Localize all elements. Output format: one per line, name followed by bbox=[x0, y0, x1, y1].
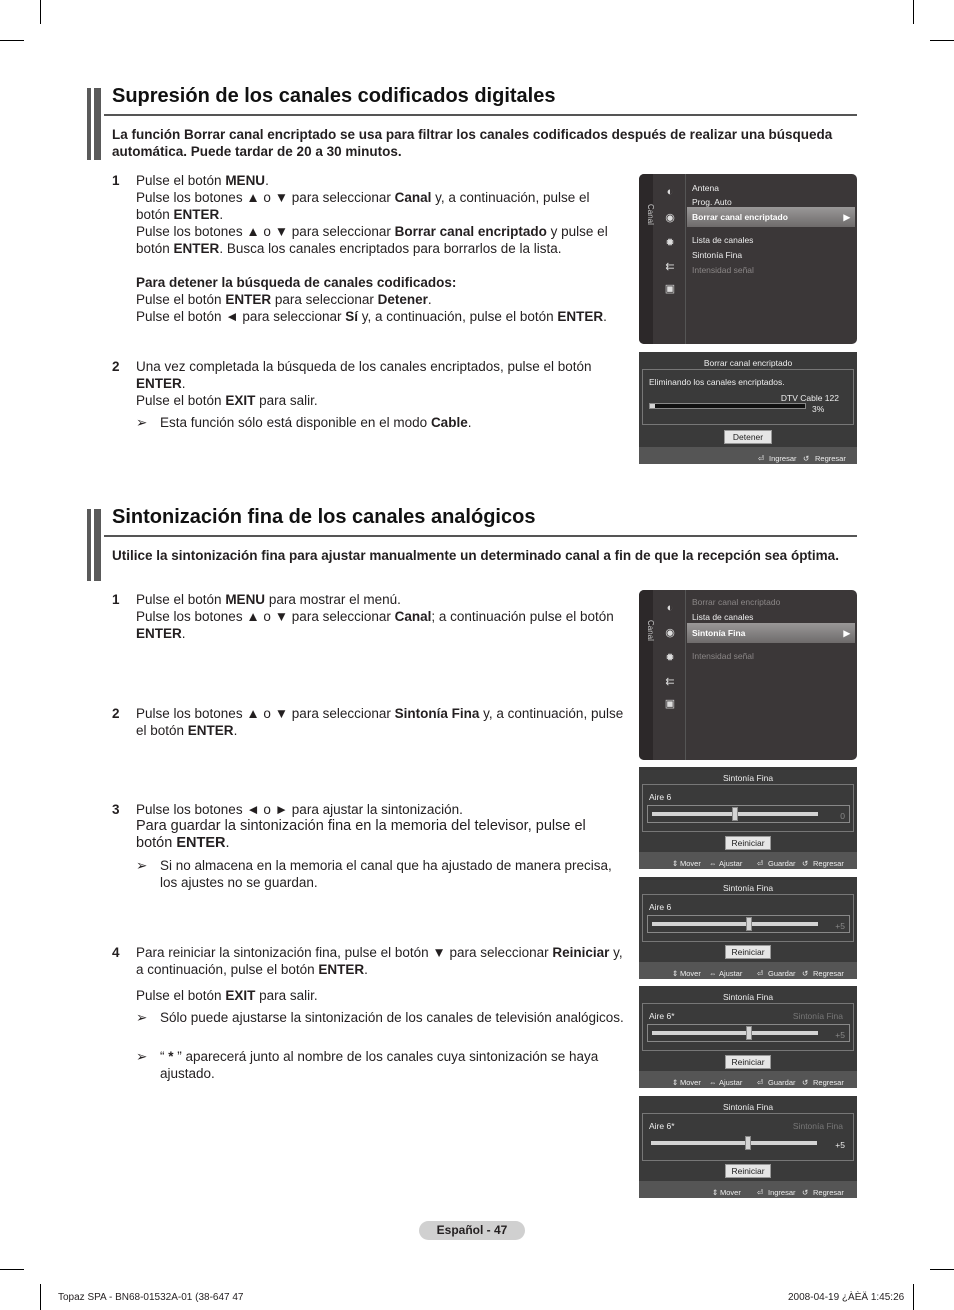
menu-sidebar bbox=[639, 174, 653, 344]
dialog-title: Sintonía Fina bbox=[722, 883, 774, 893]
move-icon: ⇕ bbox=[672, 969, 679, 978]
step-number: 1 bbox=[112, 592, 120, 607]
note: ➢ Esta función sólo está disponible en el modo Cable. bbox=[136, 415, 472, 430]
note: ➢ Si no almacena en la memoria el canal que ha ajustado de manera precisa, los ajustes no se guardan. bbox=[136, 858, 612, 890]
move-icon: ⇕ bbox=[712, 1188, 719, 1197]
dialog-footer bbox=[639, 1071, 857, 1088]
footer-enter: Ingresar bbox=[768, 1188, 796, 1197]
step-number: 3 bbox=[112, 802, 120, 817]
step4-text: Para reiniciar la sintonización fina, pulse el botón ▼ para seleccionar Reiniciar y, a continuación, pulse el botón ENTER. bbox=[136, 945, 623, 977]
crop-mark bbox=[0, 1269, 24, 1270]
section-bar bbox=[87, 509, 101, 581]
menu-item: Borrar canal encriptado bbox=[692, 597, 781, 607]
setup-icon: ✹ bbox=[665, 652, 675, 664]
crop-mark bbox=[930, 40, 954, 41]
enter-icon: ⏎ bbox=[757, 1078, 764, 1087]
menu-item-label: Borrar canal encriptado bbox=[692, 212, 788, 222]
channel-name: Aire 6 bbox=[649, 792, 672, 802]
enter-icon: ⏎ bbox=[757, 1188, 764, 1197]
footer-adjust: Ajustar bbox=[719, 1078, 743, 1087]
slider-handle[interactable] bbox=[732, 807, 738, 821]
adjust-icon: ⇔ bbox=[709, 1078, 717, 1087]
channel-name: Aire 6 bbox=[649, 902, 672, 912]
enter-icon: ⏎ bbox=[757, 859, 764, 868]
tv-menu-screenshot bbox=[639, 174, 857, 344]
footer-return: Regresar bbox=[813, 1188, 844, 1197]
section-bar bbox=[87, 88, 101, 160]
application-icon: ▣ bbox=[664, 698, 676, 710]
crop-mark bbox=[40, 0, 41, 24]
move-icon: ⇕ bbox=[672, 1078, 679, 1087]
footer-adjust: Ajustar bbox=[719, 969, 743, 978]
picture-icon: ◐ bbox=[666, 602, 674, 614]
section2-title: Sintonización fina de los canales analógicos bbox=[112, 506, 536, 528]
crop-mark bbox=[913, 0, 914, 24]
scan-dialog bbox=[639, 352, 857, 464]
crop-mark bbox=[913, 1284, 914, 1310]
exit-text: Pulse el botón EXIT para salir. bbox=[136, 988, 318, 1003]
dialog-footer bbox=[639, 1181, 857, 1198]
footer-adjust: Ajustar bbox=[719, 859, 743, 868]
crop-mark bbox=[930, 1269, 954, 1270]
slider-value: +5 bbox=[835, 1140, 845, 1150]
note: ➢ Sólo puede ajustarse la sintonización de los canales de televisión analógicos. bbox=[136, 1010, 624, 1025]
progress-track bbox=[649, 403, 806, 409]
progress-fill bbox=[650, 404, 655, 408]
menu-side-label: Canal bbox=[646, 204, 655, 225]
slider-track bbox=[651, 1141, 817, 1145]
slider-box bbox=[647, 915, 850, 933]
step1-text: Pulse el botón MENU para mostrar el menú. Pulse los botones ▲ o ▼ para seleccionar Canal; a continuación pulse el botón ENTER. bbox=[136, 592, 614, 641]
step-number: 4 bbox=[112, 945, 120, 960]
menu-side-label: Canal bbox=[646, 620, 655, 641]
dialog-tag: Sintonía Fina bbox=[792, 1011, 843, 1021]
slider-handle[interactable] bbox=[746, 917, 752, 931]
input-icon: ⇇ bbox=[665, 676, 675, 688]
arrow-icon: ➢ bbox=[136, 415, 148, 430]
reset-button[interactable]: Reiniciar bbox=[725, 1055, 771, 1069]
reset-button[interactable]: Reiniciar bbox=[725, 1164, 771, 1178]
slider-value: +5 bbox=[835, 1030, 845, 1040]
slider-handle[interactable] bbox=[745, 1136, 751, 1150]
stop-button[interactable]: Detener bbox=[724, 430, 772, 444]
fine-tune-dialog bbox=[639, 986, 857, 1088]
fine-tune-dialog bbox=[639, 1096, 857, 1198]
dialog-footer bbox=[639, 962, 857, 979]
menu-icon-column bbox=[653, 174, 686, 344]
footer-move: Mover bbox=[720, 1188, 741, 1197]
slider-track bbox=[652, 922, 818, 926]
footer-save: Guardar bbox=[768, 1078, 796, 1087]
dialog-footer bbox=[639, 852, 857, 869]
page-number-badge: Español - 47 bbox=[419, 1221, 525, 1240]
slider-box bbox=[647, 1024, 850, 1042]
menu-item-label: Sintonía Fina bbox=[692, 628, 746, 638]
dialog-title: Borrar canal encriptado bbox=[703, 358, 793, 368]
return-icon: ↺ bbox=[802, 1078, 809, 1087]
dialog-tag: Sintonía Fina bbox=[792, 1121, 843, 1131]
enter-icon: ⏎ bbox=[757, 969, 764, 978]
dialog-panel bbox=[642, 369, 854, 425]
menu-item[interactable]: Lista de canales bbox=[692, 612, 754, 622]
footer-save: Guardar bbox=[768, 969, 796, 978]
note: ➢ “ * ” aparecerá junto al nombre de los canales cuya sintonización se haya ajustado. bbox=[136, 1049, 599, 1081]
footer-move: Mover bbox=[680, 969, 701, 978]
section2-intro: Utilice la sintonización fina para ajustar manualmente un determinado canal a fin de que la recepción sea óptima. bbox=[112, 548, 839, 563]
step1-text: Pulse el botón MENU. Pulse los botones ▲ o ▼ para seleccionar Canal y, a continuación, pulse el botón ENTER. Pulse los botones ▲ o ▼ para seleccionar Borrar canal encriptado y pulse el botón ENTER. Busca los canales encriptados para borrarlos de la lista. Para detener la búsqueda de canales codificados: Pulse el botón ENTER para seleccionar Detener. Pulse el botón ◄ para seleccionar Sí y, a continuación, pulse el botón ENTER. bbox=[136, 173, 608, 324]
footer-move: Mover bbox=[680, 859, 701, 868]
fine-tune-dialog bbox=[639, 767, 857, 869]
menu-item[interactable]: Antena bbox=[692, 183, 719, 193]
step2-text: Pulse los botones ▲ o ▼ para seleccionar Sintonía Fina y, a continuación, pulse el botón ENTER. bbox=[136, 706, 624, 738]
return-icon: ↺ bbox=[802, 969, 809, 978]
return-icon: ↺ bbox=[802, 859, 809, 868]
menu-item[interactable]: Lista de canales bbox=[692, 235, 754, 245]
slider-box bbox=[647, 805, 850, 823]
picture-icon: ◐ bbox=[666, 186, 674, 198]
section-rule bbox=[104, 114, 857, 116]
slider-track bbox=[652, 1031, 818, 1035]
footer-save: Guardar bbox=[768, 859, 796, 868]
step-number: 2 bbox=[112, 706, 120, 721]
menu-item-selected[interactable] bbox=[687, 623, 855, 643]
adjust-icon: ⇔ bbox=[709, 859, 717, 868]
progress-percent: 3% bbox=[812, 404, 825, 414]
footer-return: Regresar bbox=[813, 859, 844, 868]
menu-item-selected[interactable] bbox=[687, 207, 855, 227]
arrow-icon: ➢ bbox=[136, 1010, 148, 1025]
dialog-message: Eliminando los canales encriptados. bbox=[649, 377, 785, 387]
section-rule bbox=[104, 535, 857, 537]
crop-mark bbox=[0, 40, 24, 41]
dialog-panel bbox=[642, 1003, 854, 1051]
crop-mark bbox=[40, 1284, 41, 1310]
arrow-icon: ➢ bbox=[136, 1049, 148, 1064]
step-number: 2 bbox=[112, 359, 120, 374]
move-icon: ⇕ bbox=[672, 859, 679, 868]
application-icon: ▣ bbox=[664, 283, 676, 295]
footer-enter: Ingresar bbox=[769, 454, 797, 463]
step3-text: Pulse los botones ◄ o ► para ajustar la sintonización. Para guardar la sintonización fina en la memoria del televisor, pulse el botón ENTER. bbox=[136, 802, 586, 851]
arrow-right-icon: ▶ bbox=[843, 628, 850, 638]
section1-title: Supresión de los canales codificados digitales bbox=[112, 85, 556, 107]
footer-move: Mover bbox=[680, 1078, 701, 1087]
menu-icon-column bbox=[653, 590, 686, 760]
footer-return: Regresar bbox=[813, 969, 844, 978]
dialog-panel bbox=[642, 784, 854, 832]
step2-text: Una vez completada la búsqueda de los canales encriptados, pulse el botón ENTER. Pulse el botón EXIT para salir. bbox=[136, 359, 592, 408]
dialog-panel bbox=[642, 1113, 854, 1161]
dialog-panel bbox=[642, 894, 854, 942]
step-number: 1 bbox=[112, 173, 120, 188]
adjust-icon: ⇔ bbox=[709, 969, 717, 978]
dialog-title: Sintonía Fina bbox=[722, 992, 774, 1002]
enter-icon: ⏎ bbox=[758, 454, 765, 463]
setup-icon: ✹ bbox=[665, 237, 675, 249]
fine-tune-dialog bbox=[639, 877, 857, 979]
slider-handle[interactable] bbox=[746, 1026, 752, 1040]
channel-name: Aire 6* bbox=[649, 1011, 675, 1021]
menu-sidebar bbox=[639, 590, 653, 760]
reset-button[interactable]: Reiniciar bbox=[725, 836, 771, 850]
menu-item[interactable]: Prog. Auto bbox=[692, 197, 732, 207]
sound-icon: ◉ bbox=[665, 212, 675, 224]
tv-menu-screenshot bbox=[639, 590, 857, 760]
footer-right: 2008-04-19 ¿ÀÈÄ 1:45:26 bbox=[788, 1292, 905, 1303]
menu-item: Intensidad señal bbox=[692, 651, 754, 661]
arrow-icon: ➢ bbox=[136, 858, 148, 873]
slider-value: 0 bbox=[840, 811, 845, 821]
menu-item: Intensidad señal bbox=[692, 265, 754, 275]
input-icon: ⇇ bbox=[665, 261, 675, 273]
arrow-right-icon: ▶ bbox=[843, 212, 850, 222]
menu-item[interactable]: Sintonía Fina bbox=[692, 250, 743, 260]
footer-return: Regresar bbox=[815, 454, 846, 463]
footer-return: Regresar bbox=[813, 1078, 844, 1087]
channel-name: Aire 6* bbox=[649, 1121, 675, 1131]
channel-label: DTV Cable 122 bbox=[780, 393, 839, 403]
footer-left: Topaz SPA - BN68-01532A-01 (38-647 47 bbox=[58, 1292, 244, 1303]
return-icon: ↺ bbox=[802, 1188, 809, 1197]
reset-button[interactable]: Reiniciar bbox=[725, 945, 771, 959]
return-icon: ↺ bbox=[803, 454, 810, 463]
dialog-title: Sintonía Fina bbox=[722, 1102, 774, 1112]
section1-intro: La función Borrar canal encriptado se usa para filtrar los canales codificados después de realizar una búsqueda automática. Puede tardar de 20 a 30 minutos. bbox=[112, 127, 833, 159]
dialog-footer bbox=[639, 447, 857, 464]
dialog-title: Sintonía Fina bbox=[722, 773, 774, 783]
slider-value: +5 bbox=[835, 921, 845, 931]
sound-icon: ◉ bbox=[665, 627, 675, 639]
